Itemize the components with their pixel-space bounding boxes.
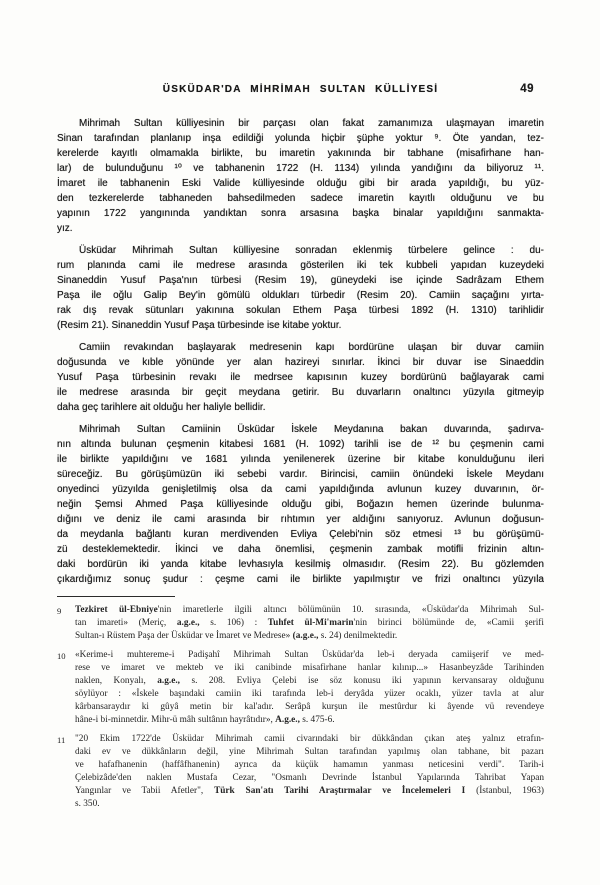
footnote-line: naklen, Konyalı, a.g.e., s. 208. Evliya Çelebi ise söz konusu iki yapının kervansaray olduğunu [75,676,544,686]
footnote-line: tan imareti» (Meriç, a.g.e., s. 106) : Tuhfet ül-Mi'marin'nin birinci bölümünde de, «Camii şerifi [75,618,544,628]
page-header [57,84,544,98]
footnote-line: Çelebizâde'den naklen Mustafa Cezar, "Osmanlı Devrinde İstanbul Yapılarında Tahribat Yapan [75,773,544,783]
footnote-number: 11 [57,734,66,745]
text-line: zü desteklemektedir. İkinci ve daha önemlisi, çeşmenin zambak motifli frizinin altın- [57,544,544,555]
text-line: çıkardığımız sonuç şudur : çeşme cami ile birlikte yapılmıştır ve frizi onaltıncı yüzyıla [57,574,544,585]
footnote-text [75,604,544,643]
footnote-line: kârbansaraydır ki gûyâ metin bir kal'adır. Serâpâ kurşun ile mestûrdur ki âyende vü revendeye [75,702,544,712]
text-line: süreceğiz. Bu görüşümüzün iki sebebi vardır. Birincisi, camiin önündeki İskele Meydanı [57,469,544,480]
footnote-number: 10 [57,650,66,661]
text-line: doğusunda ve kıble yönünde yer alan hazireyi sınırlar. İkinci bir duvar ise Sinaeddin [57,357,544,368]
text-line: daha geç tarihlere ait olduğu her haliyle bellidir. [57,402,266,413]
footnote [57,733,544,811]
footnotes-section [57,596,544,811]
text-line: Üsküdar Mihrimah Sultan külliyesine sonradan eklenmiş türbelere gelince : du- [79,245,544,256]
text-line: daki bordürün iki yanda kitabe levhasıyla kesilmiş olmasıdır. (Resim 22). Bu gözlemden [57,559,544,570]
footnote [57,604,544,643]
text-line: İmaret ile tabhanenin Eski Valide külliyesinde olduğu gibi bir arada yapıldığı, bu yüz- [57,178,544,189]
paragraph [57,422,544,587]
footnote-line: Yangınlar ve Tabii Afetler", Türk San'atı Tarihi Araştırmalar ve İncelemeleri I (İstanbul, 1963) [75,786,544,796]
text-line: Sinan tarafından planlanıp inşa edildiği yolunda hiçbir şüphe yoktur ⁹. Öte yandan, tez- [57,133,544,144]
footnote-line: hâne-i bi-minnetdir. Mihr-ü mâh sultânın hayrâtıdır», A.g.e., s. 475-6. [75,715,335,725]
text-line: Camiin revakından başlayarak medresenin kapı bordürüne ulaşan bir duvar camiin [79,342,544,353]
paragraph [57,340,544,415]
text-line: den tezkerelerde tabhaneden bahsedilmeden sadece imaretin kayıtlı olduğunu ve bu [57,193,544,204]
paragraph [57,243,544,333]
footnote-line: söylüyor : «İskele başındaki camiin iki tarafında leb-i deryâda yüzer ocaklı, yüzer tavla at alur [75,689,544,699]
page-number: 49 [520,83,534,95]
text-line: (Resim 21). Sinaneddin Yusuf Paşa türbesinde ise kitabe yoktur. [57,320,342,331]
text-line: ile birlikte yapıldığını ve 1681 yılında yenilenerek üzerine bir kitabe konulduğunu ileri [57,454,544,465]
text-line: Mihrimah Sultan külliyesinin bir parçası olan fakat zamanımıza ulaşmayan imaretin [79,118,544,129]
footnote-line: s. 350. [75,799,100,809]
footnote-line: «Kerime-i muhtereme-i Padişahî Mihrimah Sultan Üsküdar'da leb-i deryada camiişerif ve med- [75,650,544,660]
footnote-line: Sultan-ı Rüstem Paşa der Üsküdar ve İmaret ve Medrese» (a.g.e., s. 24) denilmektedir. [75,631,398,641]
footnote-line: rese ve imaret ve mekteb ve iki canibinde misafirhane hanlar kılınıp...» Hasanbeyzâde Tarihinden [75,663,544,673]
text-line: dığını ve deniz ile cami arasında bir rıhtımın yer aldığını sanıyoruz. Avlunun doğusun- [57,514,544,525]
text-line: yapının 1722 yangınında yandıktan sonra arsasına başka binalar yapıldığını sanmakta- [57,208,544,219]
text-line: onyedinci yüzyılda genişletilmiş olsa da cami yapıldığında avlunun kuzey duvarının, ör- [57,484,544,495]
footnote-number: 9 [57,605,62,616]
text-line: da meydanla bağlantı kuran merdivenden Evliya Çelebi'nin söz etmesi ¹³ bu görüşümü- [57,529,544,540]
text-line: rak dış revak sütunları yakınına sokulan Ethem Paşa türbesi 1892 (H. 1310) tarihlidir [57,305,544,316]
footnote-line: Tezkiret ül-Ebniye'nin imaretlerle ilgili altıncı bölümünün 10. sırasında, «Üsküdar'da Mihrimah Sul- [75,605,544,615]
text-line: Paşa ile oğlu Galip Bey'in gömülü oldukları türbedir (Resim 20). Camiin saçağını yırta- [57,290,544,301]
text-line: kerelerde kayıtlı olmamakla birlikte, bu imaretin yakınında bir tabhane (misafirhane han- [57,148,544,159]
paragraphs [57,116,544,587]
text-line: nın altında bulunan çeşmenin kitabesi 1681 (H. 1092) tarihli ise de ¹² bu çeşmenin cami [57,439,544,450]
text-line: Sinaneddin Yusuf Paşa'nın türbesi (Resim 19), güneydeki ise içinde Sadrâzam Ethem [57,275,544,286]
text-line: lar) de bulunduğunu ¹⁰ ve tabhanenin 1722 (H. 1134) yılında yandığını da biliyoruz ¹¹. [57,163,544,174]
footnote-text [75,649,544,727]
text-line: ile medrese arasında bir geçit meydana getirir. Bu duvarların onaltıncı yüzyıla gitmeyip [57,387,544,398]
footnote [57,649,544,727]
article-body [57,116,544,811]
paragraph [57,116,544,236]
text-line: neğin Şemsi Ahmed Paşa külliyesinde olduğu gibi, Boğazın hemen üzerinde bulunma- [57,499,544,510]
text-line: Mihrimah Sultan Camiinin Üsküdar İskele Meydanına bakan duvarında, şadırva- [79,424,544,435]
footnote-line: ve hafafhanenin (haffâfhanenin) ayrıca da küçük hamamın yanması neticesini verdi". Tarih-i [75,760,544,770]
page-header-title: ÜSKÜDAR'DA MİHRİMAH SULTAN KÜLLİYESİ [162,84,439,95]
text-line: rum planında cami ile medrese arasında gösterilen iki tek kubbeli yapıdan kuzeydeki [57,260,544,271]
footnote-line: daki ev ve dükkânların değil, yine Mihrimah Sultan tarafından yapılmış olan tabhane, bit pazarı [75,747,544,757]
footnote-separator [57,596,175,597]
text-line: yız. [57,223,73,234]
footnote-line: "20 Ekim 1722'de Üsküdar Mihrimah camii civarındaki bir dükkândan çıkan ateş yalnız etrafın- [75,734,544,744]
text-line: Yusuf Paşa türbesinin revakı ile medrsee kapısının kuzey bordürünü bağlayarak cami [57,372,544,383]
footnote-text [75,733,544,811]
footnotes-list [57,604,544,811]
